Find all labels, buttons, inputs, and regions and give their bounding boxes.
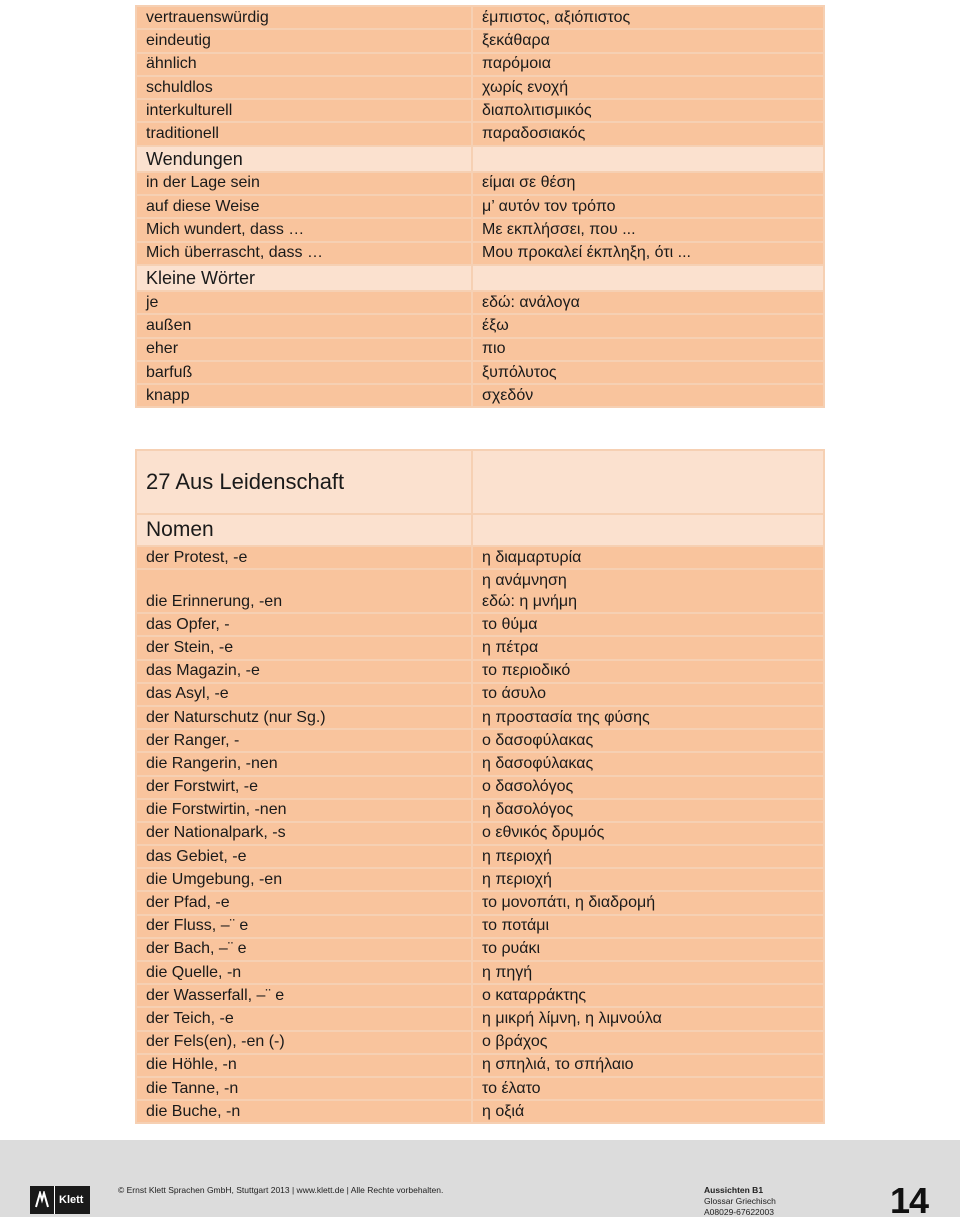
vocab-row: [136, 961, 824, 984]
vocab-row: [136, 799, 824, 822]
greek-translation: το άσυλο: [472, 683, 824, 706]
german-term: der Stein, -e: [136, 636, 472, 659]
german-term: die Quelle, -n: [136, 961, 472, 984]
vocab-row: [136, 172, 824, 195]
german-term: der Pfad, -e: [136, 891, 472, 914]
greek-translation: το ποτάμι: [472, 915, 824, 938]
vocab-row: [136, 218, 824, 241]
vocab-row: [136, 683, 824, 706]
german-term: außen: [136, 314, 472, 337]
german-term: der Bach, –¨ e: [136, 938, 472, 961]
greek-translation: ο δασοφύλακας: [472, 729, 824, 752]
vocab-row: [136, 6, 824, 29]
greek-translation: έμπιστος, αξιόπιστος: [472, 6, 824, 29]
greek-translation: είμαι σε θέση: [472, 172, 824, 195]
vocab-row: [136, 613, 824, 636]
vocab-row: [136, 938, 824, 961]
german-term: die Rangerin, -nen: [136, 752, 472, 775]
german-term: je: [136, 291, 472, 314]
greek-translation: ο βράχος: [472, 1031, 824, 1054]
german-term: die Forstwirtin, -nen: [136, 799, 472, 822]
vocab-row: [136, 822, 824, 845]
german-term: knapp: [136, 384, 472, 407]
german-term: das Gebiet, -e: [136, 845, 472, 868]
footer-bar: [0, 1140, 960, 1217]
vocab-row: [136, 1100, 824, 1123]
greek-translation: Μου προκαλεί έκπληξη, ότι ...: [472, 242, 824, 265]
vocab-row: [136, 338, 824, 361]
vocab-row: [136, 1077, 824, 1100]
greek-translation: η ανάμνηση εδώ: η μνήμη: [472, 569, 824, 613]
vocab-row: [136, 361, 824, 384]
greek-translation: πιο: [472, 338, 824, 361]
german-term: die Buche, -n: [136, 1100, 472, 1123]
german-term: traditionell: [136, 122, 472, 145]
german-term: der Forstwirt, -e: [136, 776, 472, 799]
german-term: Mich überrascht, dass …: [136, 242, 472, 265]
copyright-notice: © Ernst Klett Sprachen GmbH, Stuttgart 2013 | www.klett.de | Alle Rechte vorbehalten.: [118, 1185, 444, 1195]
german-term: der Teich, -e: [136, 1007, 472, 1030]
vocab-row: [136, 1054, 824, 1077]
german-term: der Naturschutz (nur Sg.): [136, 706, 472, 729]
german-term: schuldlos: [136, 76, 472, 99]
greek-translation: η πηγή: [472, 961, 824, 984]
vocab-row: [136, 1031, 824, 1054]
greek-translation: μ’ αυτόν τον τρόπο: [472, 195, 824, 218]
vocab-row: [136, 29, 824, 52]
greek-translation: η οξιά: [472, 1100, 824, 1123]
greek-translation: έξω: [472, 314, 824, 337]
nomen-heading: Nomen: [136, 514, 472, 546]
greek-translation: η περιοχή: [472, 868, 824, 891]
section-heading-row: [136, 265, 824, 291]
vocab-row: [136, 384, 824, 407]
vocab-row: [136, 845, 824, 868]
german-term: auf diese Weise: [136, 195, 472, 218]
chapter-title: 27 Aus Leidenschaft: [136, 450, 472, 514]
german-term: das Opfer, -: [136, 613, 472, 636]
vocab-table-chapter-27: [135, 449, 825, 1124]
vocab-row: [136, 76, 824, 99]
greek-translation: η διαμαρτυρία: [472, 546, 824, 569]
vocab-row: [136, 99, 824, 122]
section-heading: Kleine Wörter: [136, 265, 472, 291]
greek-translation: η περιοχή: [472, 845, 824, 868]
german-term: der Fels(en), -en (-): [136, 1031, 472, 1054]
vocab-row: [136, 569, 824, 613]
german-term: vertrauenswürdig: [136, 6, 472, 29]
greek-translation: η προστασία της φύσης: [472, 706, 824, 729]
greek-translation: η σπηλιά, το σπήλαιο: [472, 1054, 824, 1077]
german-term: ähnlich: [136, 53, 472, 76]
vocab-row: [136, 729, 824, 752]
nomen-heading-empty-cell: [472, 514, 824, 546]
greek-translation: η μικρή λίμνη, η λιμνούλα: [472, 1007, 824, 1030]
vocab-row: [136, 776, 824, 799]
section-heading-row: [136, 146, 824, 172]
greek-translation: η πέτρα: [472, 636, 824, 659]
section-heading: Wendungen: [136, 146, 472, 172]
greek-translation: Με εκπλήσσει, που ...: [472, 218, 824, 241]
greek-translation: σχεδόν: [472, 384, 824, 407]
vocab-row: [136, 291, 824, 314]
german-term: das Magazin, -e: [136, 660, 472, 683]
greek-translation: ξεκάθαρα: [472, 29, 824, 52]
vocab-row: [136, 706, 824, 729]
book-title: Aussichten B1: [704, 1185, 764, 1195]
vocab-row: [136, 1007, 824, 1030]
vocab-row: [136, 660, 824, 683]
greek-translation: χωρίς ενοχή: [472, 76, 824, 99]
greek-translation: διαπολιτισμικός: [472, 99, 824, 122]
greek-translation: ο εθνικός δρυμός: [472, 822, 824, 845]
chapter-title-row: [136, 450, 824, 514]
vocab-row: [136, 636, 824, 659]
vocab-row: [136, 122, 824, 145]
vocab-row: [136, 915, 824, 938]
greek-translation: [472, 265, 824, 291]
german-term: die Tanne, -n: [136, 1077, 472, 1100]
german-term: der Ranger, -: [136, 729, 472, 752]
german-term: interkulturell: [136, 99, 472, 122]
greek-translation: το μονοπάτι, η διαδρομή: [472, 891, 824, 914]
greek-translation: εδώ: ανάλογα: [472, 291, 824, 314]
german-term: die Umgebung, -en: [136, 868, 472, 891]
vocab-row: [136, 314, 824, 337]
german-term: der Fluss, –¨ e: [136, 915, 472, 938]
german-term: die Höhle, -n: [136, 1054, 472, 1077]
vocab-row: [136, 546, 824, 569]
german-term: das Asyl, -e: [136, 683, 472, 706]
klett-logo: [30, 1186, 90, 1214]
vocab-row: [136, 53, 824, 76]
german-term: eindeutig: [136, 29, 472, 52]
book-info: [704, 1185, 776, 1218]
greek-translation: ο καταρράκτης: [472, 984, 824, 1007]
vocab-row: [136, 195, 824, 218]
vocab-row: [136, 868, 824, 891]
vocab-row: [136, 242, 824, 265]
greek-translation: το περιοδικό: [472, 660, 824, 683]
greek-translation: παραδοσιακός: [472, 122, 824, 145]
german-term: der Nationalpark, -s: [136, 822, 472, 845]
greek-translation: το θύμα: [472, 613, 824, 636]
greek-translation: ξυπόλυτος: [472, 361, 824, 384]
klett-logo-text: Klett: [59, 1194, 84, 1206]
vocab-table-top: [135, 5, 825, 408]
greek-translation: παρόμοια: [472, 53, 824, 76]
greek-translation: το ρυάκι: [472, 938, 824, 961]
nomen-heading-row: [136, 514, 824, 546]
german-term: Mich wundert, dass …: [136, 218, 472, 241]
german-term: der Protest, -e: [136, 546, 472, 569]
greek-translation: [472, 146, 824, 172]
vocab-row: [136, 984, 824, 1007]
german-term: in der Lage sein: [136, 172, 472, 195]
vocab-row: [136, 891, 824, 914]
glossary-label: Glossar Griechisch: [704, 1196, 776, 1206]
page-number: 14: [890, 1180, 929, 1221]
greek-translation: το έλατο: [472, 1077, 824, 1100]
german-term: der Wasserfall, –¨ e: [136, 984, 472, 1007]
greek-translation: ο δασολόγος: [472, 776, 824, 799]
klett-logo-icon: [30, 1186, 55, 1214]
german-term: barfuß: [136, 361, 472, 384]
greek-translation: η δασοφύλακας: [472, 752, 824, 775]
greek-translation: η δασολόγος: [472, 799, 824, 822]
german-term: eher: [136, 338, 472, 361]
product-code: A08029-67622003: [704, 1207, 774, 1217]
german-term: die Erinnerung, -en: [136, 569, 472, 613]
vocab-row: [136, 752, 824, 775]
chapter-title-empty-cell: [472, 450, 824, 514]
